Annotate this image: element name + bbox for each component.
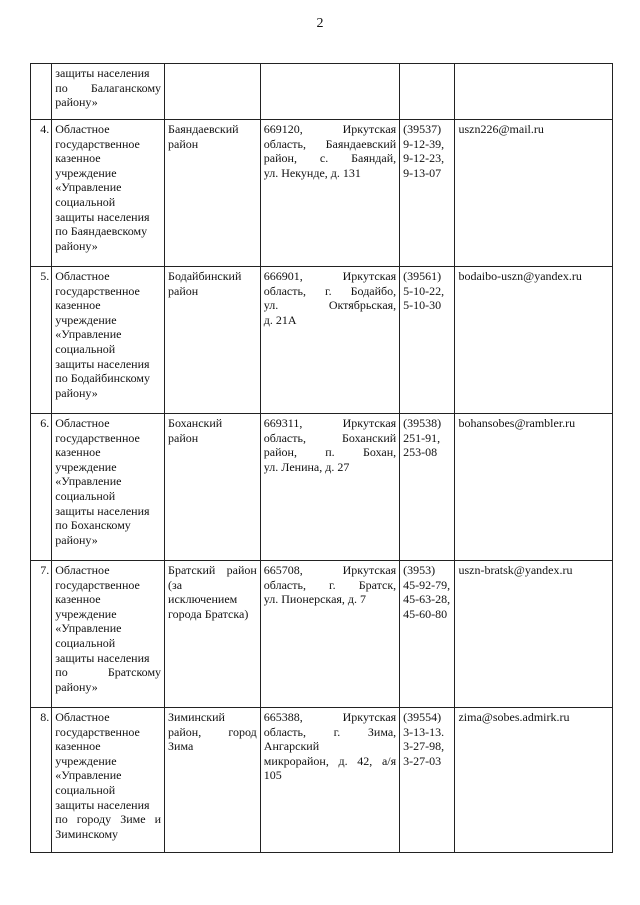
cell-line: область, Боханский <box>263 430 397 445</box>
row-number-cell <box>31 64 52 120</box>
cell-line: города Братска) <box>168 606 249 621</box>
district-cell <box>165 414 261 561</box>
cell-line: ул. Некунде, д. 131 <box>263 165 361 180</box>
address-cell <box>260 120 399 267</box>
cell-line: 3-27-98, <box>403 739 445 754</box>
cell-line: 665708, Иркутская <box>263 563 397 577</box>
cell-line: 669311, Иркутская <box>263 416 397 430</box>
row-number-cell <box>31 708 52 853</box>
phone-cell <box>400 64 455 120</box>
phone-cell <box>400 120 455 267</box>
cell-line: 669120, Иркутская <box>263 122 397 136</box>
cell-line: по Бодайбинскому <box>55 371 150 386</box>
cell-line: (39537) <box>403 122 442 136</box>
row-number-cell <box>31 267 52 414</box>
institution-name-cell <box>52 561 165 708</box>
cell-line: «Управление <box>55 621 122 636</box>
cell-line: Областное <box>55 269 110 283</box>
cell-line: район <box>168 136 199 151</box>
cell-line: область, г. Бодайбо, <box>263 283 397 298</box>
cell-line: 9-12-23, <box>403 151 445 166</box>
district-cell <box>165 120 261 267</box>
cell-line: казенное <box>55 298 101 313</box>
cell-line: микрорайон, д. 42, а/я <box>263 753 397 768</box>
phone-cell <box>400 708 455 853</box>
table-row <box>31 561 613 708</box>
address-cell <box>260 708 399 853</box>
cell-line: по городу Зиме и <box>55 812 162 827</box>
cell-line: социальной <box>55 635 116 650</box>
email-link: uszn226@mail.ru <box>458 122 544 136</box>
cell-line: ул. Ленина, д. 27 <box>263 459 350 474</box>
row-number: 7. <box>40 563 50 577</box>
cell-line: социальной <box>55 782 116 797</box>
cell-line: району» <box>55 238 98 253</box>
cell-line: государственное <box>55 577 140 592</box>
cell-line: по Боханскому <box>55 518 131 533</box>
email-link: bohansobes@rambler.ru <box>458 416 576 430</box>
cell-line: по Баяндаевскому <box>55 224 148 239</box>
table-row <box>31 64 613 120</box>
cell-line: 5-10-30 <box>403 298 442 313</box>
cell-line: Областное <box>55 416 110 430</box>
cell-line: по Балаганскому <box>55 80 162 95</box>
institution-name-cell <box>52 120 165 267</box>
cell-line: исключением <box>168 592 238 607</box>
cell-line: «Управление <box>55 474 122 489</box>
email-link: uszn-bratsk@yandex.ru <box>458 563 573 577</box>
district-cell <box>165 561 261 708</box>
cell-line: (за <box>168 577 183 592</box>
cell-line: область, г. Братск, <box>263 577 397 592</box>
cell-line: 253-08 <box>403 445 438 460</box>
cell-line: казенное <box>55 592 101 607</box>
address-cell <box>260 414 399 561</box>
cell-line: государственное <box>55 136 140 151</box>
table-row <box>31 120 613 267</box>
cell-line: (3953) <box>403 563 436 577</box>
table-row <box>31 708 613 853</box>
cell-line: Зиминскому <box>55 826 119 841</box>
cell-line: району» <box>55 385 98 400</box>
cell-line: область, г. Зима, <box>263 724 397 739</box>
cell-line: ул. Пионерская, д. 7 <box>263 592 367 607</box>
email-cell <box>455 267 613 414</box>
cell-line: 3-13-13. <box>403 724 445 739</box>
cell-line: Ангарский <box>263 739 320 754</box>
cell-line: 251-91, <box>403 430 441 445</box>
phone-cell <box>400 414 455 561</box>
cell-line: район <box>168 283 199 298</box>
cell-line: защиты населения <box>55 356 150 371</box>
cell-line: Областное <box>55 563 110 577</box>
email-cell <box>455 708 613 853</box>
table-row <box>31 267 613 414</box>
cell-line: учреждение <box>55 459 117 474</box>
cell-line: социальной <box>55 341 116 356</box>
cell-line: «Управление <box>55 768 122 783</box>
cell-line: (39554) <box>403 710 442 724</box>
cell-line: район, п. Бохан, <box>263 445 397 460</box>
cell-line: учреждение <box>55 606 117 621</box>
cell-line: 665388, Иркутская <box>263 710 397 724</box>
phone-cell <box>400 561 455 708</box>
cell-line: Баяндаевский <box>168 122 239 136</box>
cell-line: (39538) <box>403 416 442 430</box>
cell-line: по Братскому <box>55 665 162 680</box>
cell-line: д. 21А <box>263 312 297 327</box>
cell-line: государственное <box>55 283 140 298</box>
cell-line: казенное <box>55 445 101 460</box>
cell-line: Зиминский <box>168 710 225 724</box>
email-cell <box>455 120 613 267</box>
cell-line: государственное <box>55 430 140 445</box>
institution-name-cell <box>52 414 165 561</box>
address-cell <box>260 64 399 120</box>
cell-line: казенное <box>55 739 101 754</box>
cell-line: район, город <box>168 724 257 739</box>
row-number: 6. <box>40 416 50 430</box>
cell-line: район <box>168 430 199 445</box>
cell-line: району» <box>55 95 98 110</box>
cell-line: Братский район <box>168 563 257 577</box>
cell-line: району» <box>55 532 98 547</box>
cell-line: (39561) <box>403 269 442 283</box>
table-row <box>31 414 613 561</box>
cell-line: 3-27-03 <box>403 753 442 768</box>
email-cell <box>455 64 613 120</box>
cell-line: район, с. Баяндай, <box>263 151 397 166</box>
cell-line: государственное <box>55 724 140 739</box>
email-cell <box>455 414 613 561</box>
cell-line: область, Баяндаевский <box>263 136 397 151</box>
cell-line: защиты населения <box>55 66 150 80</box>
row-number-cell <box>31 414 52 561</box>
email-link: zima@sobes.admirk.ru <box>458 710 570 724</box>
cell-line: Областное <box>55 122 110 136</box>
page-number: 2 <box>316 16 324 31</box>
cell-line: защиты населения <box>55 209 150 224</box>
cell-line: казенное <box>55 151 101 166</box>
email-cell <box>455 561 613 708</box>
address-cell <box>260 267 399 414</box>
cell-line: защиты населения <box>55 797 150 812</box>
cell-line: 45-60-80 <box>403 606 448 621</box>
cell-line: учреждение <box>55 312 117 327</box>
cell-line: социальной <box>55 488 116 503</box>
cell-line: Областное <box>55 710 110 724</box>
cell-line: «Управление <box>55 327 122 342</box>
email-link: bodaibo-uszn@yandex.ru <box>458 269 582 283</box>
district-cell <box>165 708 261 853</box>
table-body <box>31 64 613 853</box>
cell-line: 666901, Иркутская <box>263 269 397 283</box>
cell-line: социальной <box>55 194 116 209</box>
cell-line: Боханский <box>168 416 223 430</box>
row-number-cell <box>31 120 52 267</box>
cell-line: району» <box>55 679 98 694</box>
institution-name-cell <box>52 64 165 120</box>
phone-cell <box>400 267 455 414</box>
institution-name-cell <box>52 267 165 414</box>
cell-line: Зима <box>168 739 194 754</box>
institution-name-cell <box>52 708 165 853</box>
cell-line: 9-13-07 <box>403 165 442 180</box>
cell-line: Бодайбинский <box>168 269 242 283</box>
row-number: 8. <box>40 710 50 724</box>
row-number: 5. <box>40 269 50 283</box>
cell-line: учреждение <box>55 165 117 180</box>
cell-line: 105 <box>263 768 282 783</box>
cell-line: 45-63-28, <box>403 592 451 607</box>
district-cell <box>165 64 261 120</box>
cell-line: учреждение <box>55 753 117 768</box>
row-number-cell <box>31 561 52 708</box>
district-cell <box>165 267 261 414</box>
cell-line: защиты населения <box>55 503 150 518</box>
cell-line: 9-12-39, <box>403 136 445 151</box>
cell-line: 5-10-22, <box>403 283 445 298</box>
address-cell <box>260 561 399 708</box>
cell-line: 45-92-79, <box>403 577 451 592</box>
row-number: 4. <box>40 122 50 136</box>
cell-line: «Управление <box>55 180 122 195</box>
institutions-table <box>30 63 613 853</box>
cell-line: защиты населения <box>55 650 150 665</box>
cell-line: ул. Октябрьская, <box>263 298 397 313</box>
